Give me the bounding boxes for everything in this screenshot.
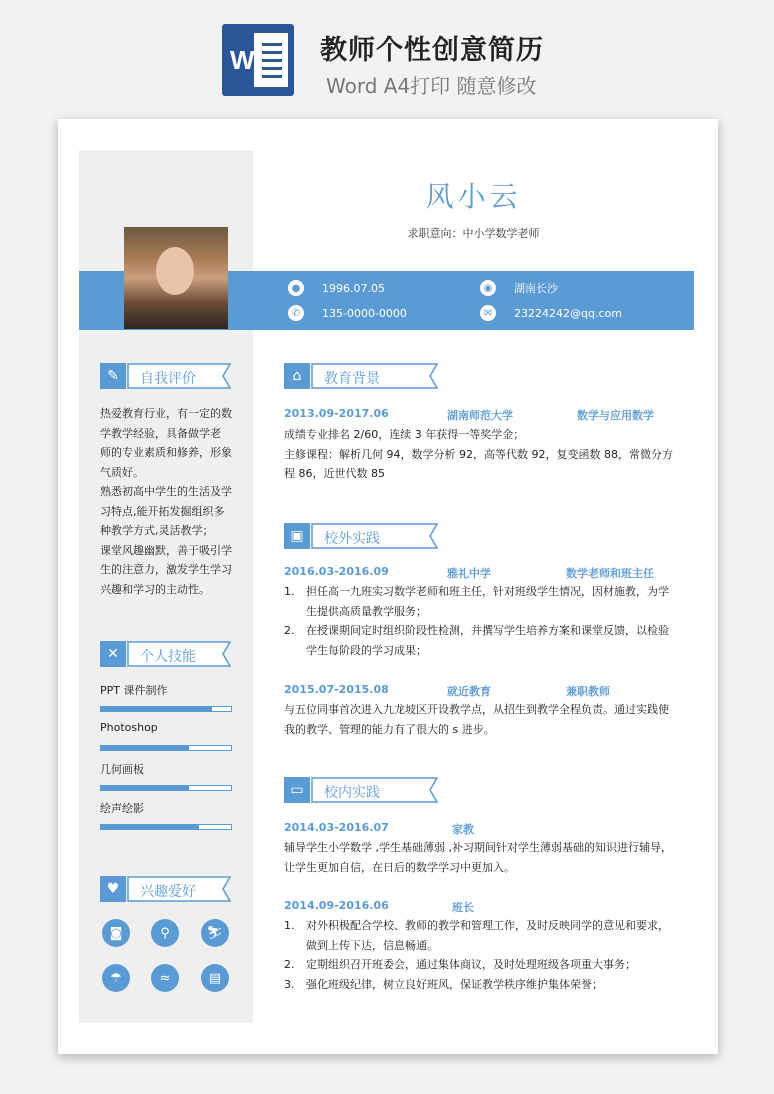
id-card-icon: ▣: [284, 523, 310, 549]
skill-item: 几何画板: [100, 761, 232, 791]
edu-major: 数学与应用数学: [577, 409, 654, 422]
job-period: 2014.09-2016.06: [284, 899, 389, 912]
job-period: 2014.03-2016.07: [284, 821, 389, 834]
edu-details: 成绩专业排名 2/60，连续 3 年获得一等奖学金； 主修课程：解析几何 94，数学分析 92，高等代数 92，复变函数 88，常微分方 程 86，近世代数 85: [284, 428, 673, 480]
skill-bar: [100, 824, 232, 830]
job-role: 家教: [452, 823, 474, 836]
campus-practice-title: ▭ 校内实践: [284, 777, 441, 803]
job-org: 雅礼中学: [447, 567, 491, 580]
skill-bar: [100, 745, 232, 751]
camera-icon: ◙: [102, 919, 130, 947]
heart-icon: ♥: [100, 876, 126, 902]
skill-item: PPT 课件制作: [100, 682, 232, 712]
header: [222, 24, 562, 98]
email-icon: ✉: [480, 305, 496, 321]
skill-bar: [100, 706, 232, 712]
beach-icon: ☂: [102, 964, 130, 992]
graduation-cap-icon: ⌂: [284, 363, 310, 389]
skill-item: Photoshop: [100, 721, 232, 751]
user-icon: ●: [288, 280, 304, 296]
candidate-name: 风小云: [425, 180, 522, 213]
skill-bar-fill: [101, 746, 189, 750]
resume-page: [58, 119, 718, 1054]
job-role: 数学老师和班主任: [566, 567, 654, 580]
header-title: 教师个性创意简历: [320, 35, 544, 66]
header-subtitle: Word A4打印 随意修改: [326, 74, 537, 98]
swimming-icon: ≈: [151, 964, 179, 992]
edu-period: 2013.09-2017.06: [284, 407, 389, 420]
contact-location: ◉ 湖南长沙: [480, 280, 558, 296]
job-duties: 1. 担任高一九班实习数学老师和班主任，针对班级学生情况，因材施教，为学 生提供高质量教学服务； 2. 在授课期间定时组织阶段性检测，并撰写学生培养方案和课堂反馈，以检验 学生每阶段的学习成果；: [284, 585, 669, 657]
job-intent: 求职意向：中小学数学老师: [407, 227, 540, 240]
location-pin-icon: ◉: [480, 280, 496, 296]
phone-icon: ✆: [288, 305, 304, 321]
contact-phone: ✆ 135-0000-0000: [288, 305, 407, 321]
outside-practice-title: ▣ 校外实践: [284, 523, 441, 549]
skill-bar-fill: [101, 786, 189, 790]
reading-icon: ▤: [201, 964, 229, 992]
edu-school: 湖南师范大学: [447, 409, 513, 422]
job-role: 班长: [452, 901, 474, 914]
skill-item: 绘声绘影: [100, 800, 232, 830]
self-eval-text: 热爱教育行业，有一定的数 学教学经验，具备做学老 师的专业素质和修养，形象 气质好。 熟悉初高中学生的生活及学 习特点,能开拓发掘组织多 种教学方式,灵活教学； 课堂风趣幽默，善于吸引学 生的注意力，激发学生学习 兴趣和学习的主动性。: [100, 407, 232, 596]
skill-bar-fill: [101, 707, 212, 711]
cycling-icon: ⚲: [151, 919, 179, 947]
skill-bar: [100, 785, 232, 791]
job-period: 2016.03-2016.09: [284, 565, 389, 578]
skills-title: ✕ 个人技能: [100, 641, 234, 667]
job-duties: 1. 对外积极配合学校、教师的教学和管理工作，及时反映同学的意见和要求， 做到上传下达，信息畅通。 2. 定期组织召开班委会，通过集体商议，及时处理班级各项重大事务； 3. 强化班级纪律，树立良好班风，保证教学秩序维护集体荣誉；: [284, 919, 669, 991]
contact-email: ✉ 23224242@qq.com: [480, 305, 622, 321]
portrait-photo: [124, 227, 228, 329]
word-icon-letter: W: [230, 45, 255, 75]
contact-birthday: ● 1996.07.05: [288, 280, 385, 296]
job-description: 与五位同事首次进入九龙坡区开设教学点，从招生到教学全程负责。通过实践使 我的教学、管理的能力有了很大的 s 进步。: [284, 703, 669, 736]
self-eval-title: ✎ 自我评价: [100, 363, 234, 389]
tools-icon: ✕: [100, 641, 126, 667]
briefcase-icon: ▭: [284, 777, 310, 803]
word-icon: [222, 24, 294, 96]
job-period: 2015.07-2015.08: [284, 683, 389, 696]
education-title: ⌂ 教育背景: [284, 363, 441, 389]
edit-icon: ✎: [100, 363, 126, 389]
skiing-icon: ⛷: [201, 919, 229, 947]
job-role: 兼职教师: [566, 685, 610, 698]
skill-bar-fill: [101, 825, 199, 829]
hobbies-title: ♥ 兴趣爱好: [100, 876, 234, 902]
job-org: 就近教育: [447, 685, 491, 698]
job-description: 辅导学生小学数学 ,学生基础薄弱 ,补习期间针对学生薄弱基础的知识进行辅导， 让学生更加自信，在日后的数学学习中更加入。: [284, 841, 672, 874]
